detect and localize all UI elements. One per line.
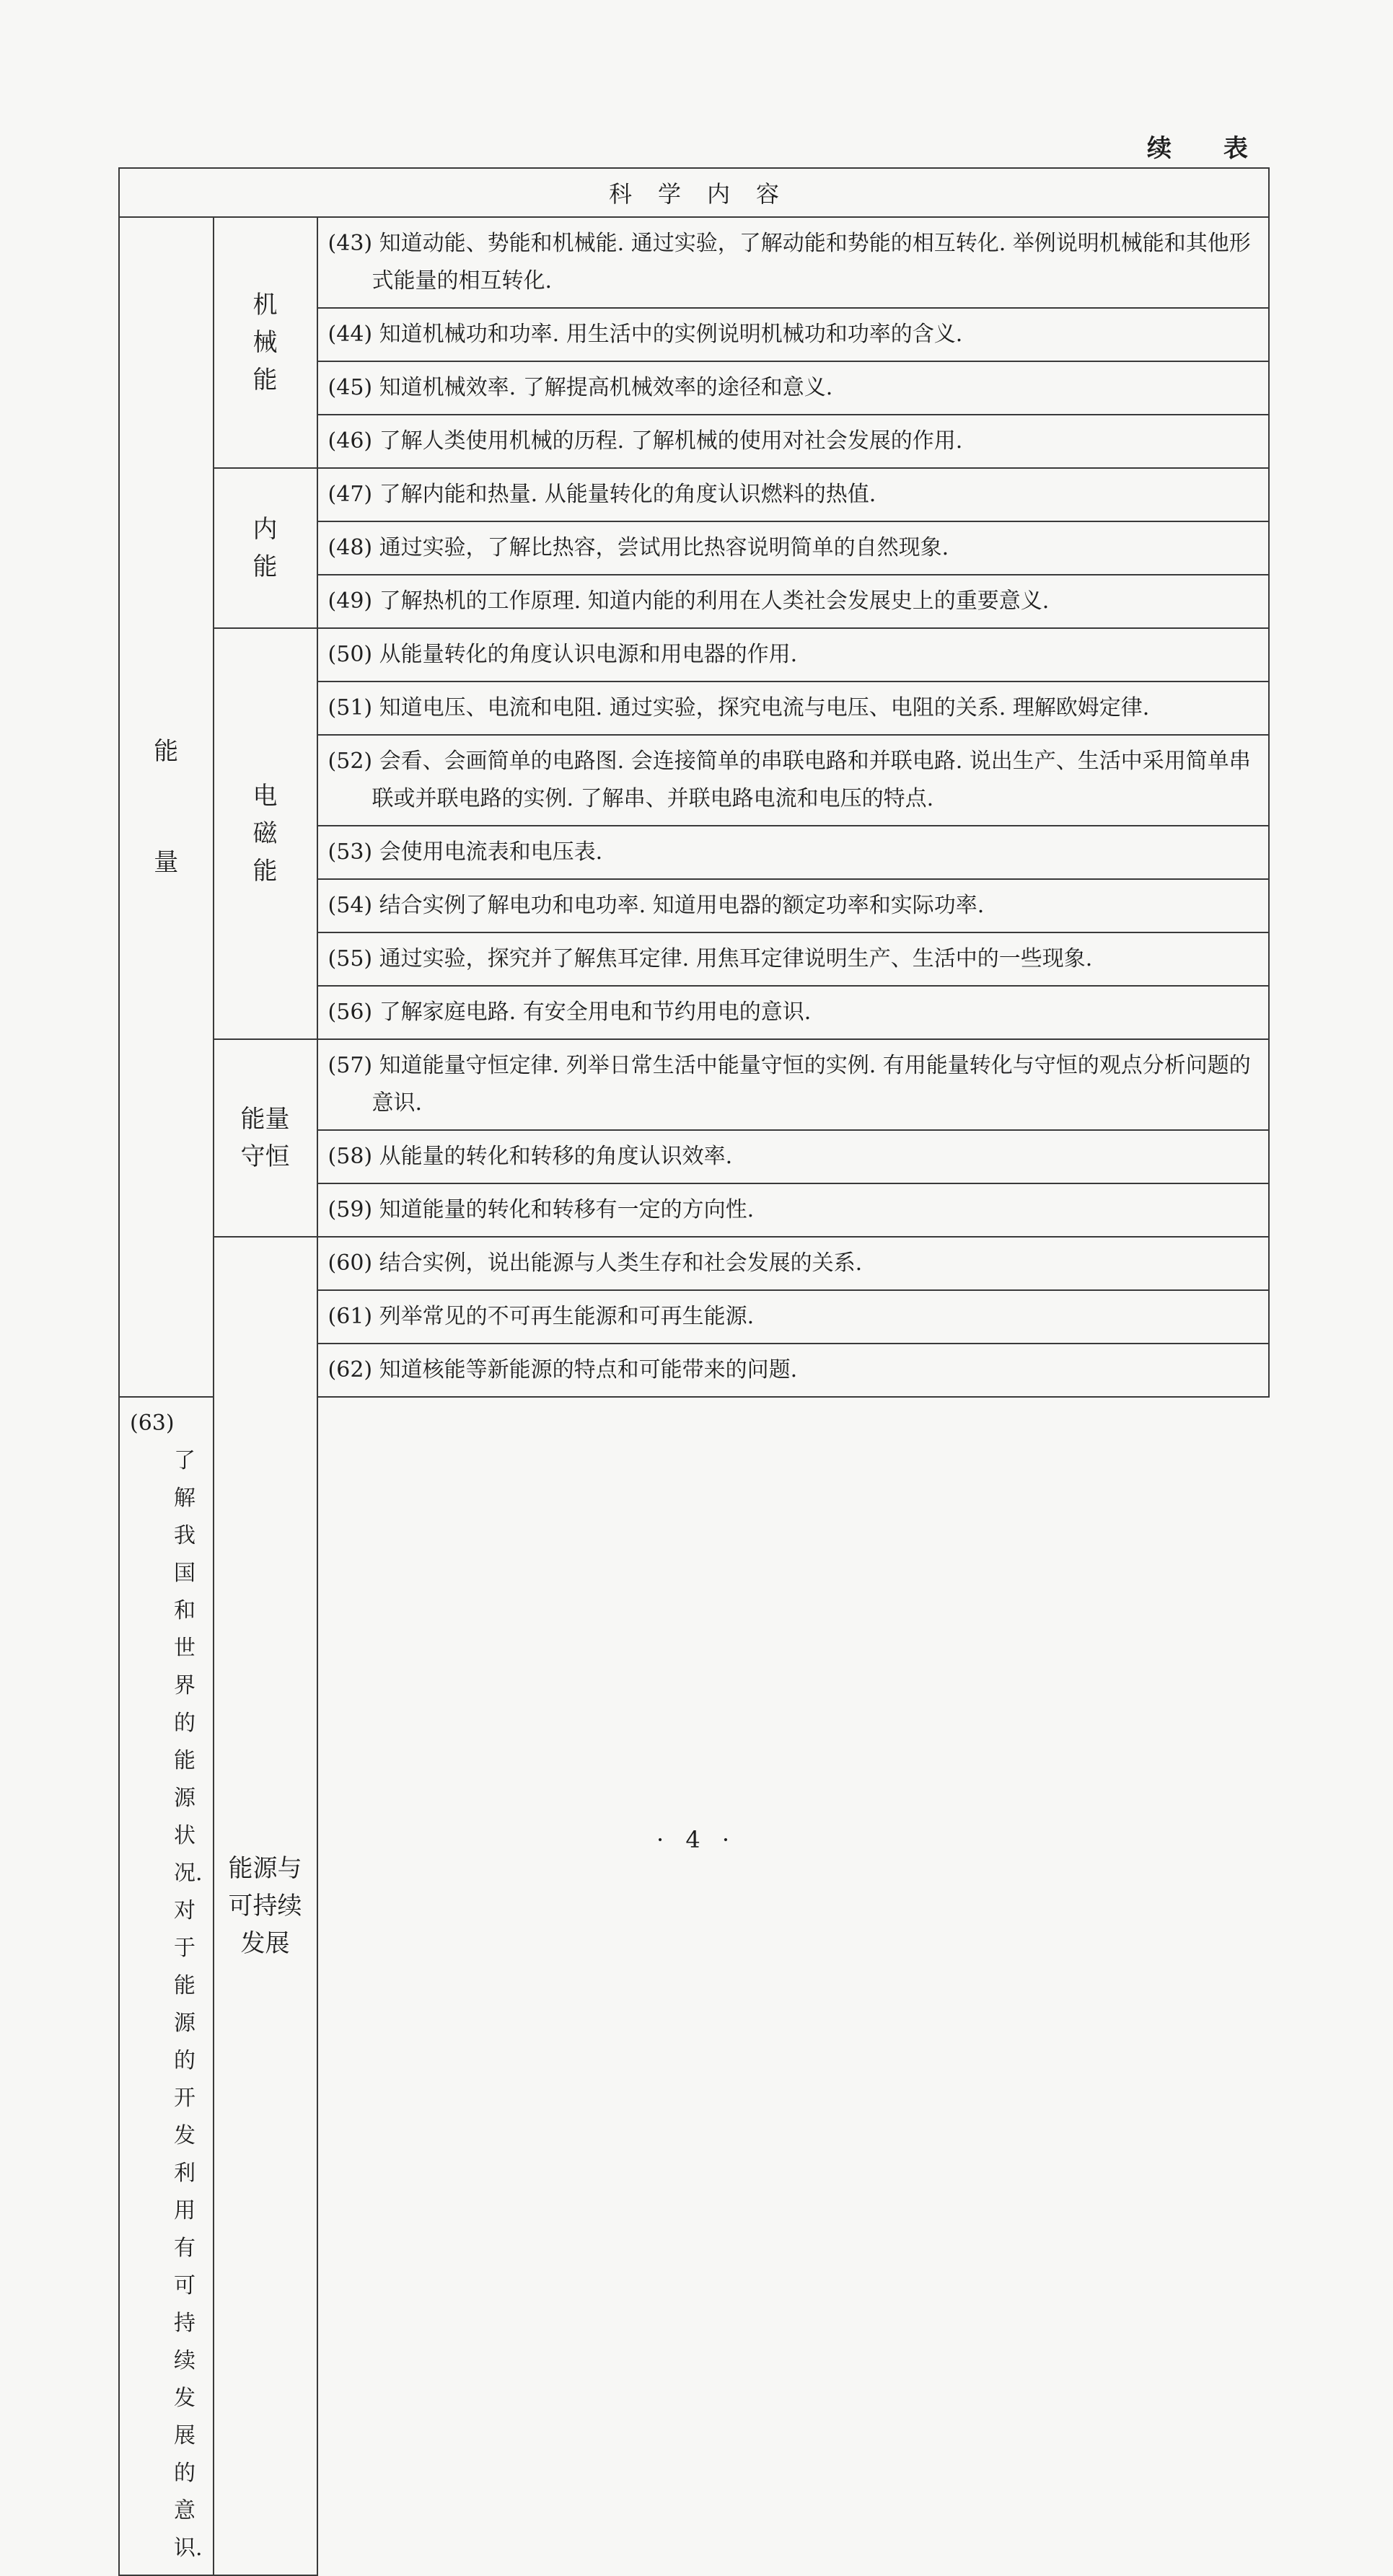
table-row: (49) 了解热机的工作原理. 知道内能的利用在人类社会发展史上的重要意义. bbox=[317, 575, 1269, 628]
table-row: (57) 知道能量守恒定律. 列举日常生活中能量守恒的实例. 有用能量转化与守恒的观点分析问题的意识. bbox=[317, 1039, 1269, 1130]
sub-category-mechanical-energy: 机 械 能 bbox=[214, 217, 317, 468]
table-row: (54) 结合实例了解电功和电功率. 知道用电器的额定功率和实际功率. bbox=[317, 879, 1269, 932]
table-row: (53) 会使用电流表和电压表. bbox=[317, 826, 1269, 879]
table-row: (52) 会看、会画简单的电路图. 会连接简单的串联电路和并联电路. 说出生产、生活中采用简单串联或并联电路的实例. 了解串、并联电路电流和电压的特点. bbox=[317, 735, 1269, 826]
table-row: (60) 结合实例，说出能源与人类生存和社会发展的关系. bbox=[317, 1237, 1269, 1290]
table-row: (50) 从能量转化的角度认识电源和用电器的作用. bbox=[317, 628, 1269, 682]
table-row: (63) 了解我国和世界的能源状况. 对于能源的开发利用有可持续发展的意识. bbox=[119, 1397, 214, 2575]
table-row: (51) 知道电压、电流和电阻. 通过实验，探究电流与电压、电阻的关系. 理解欧姆定律. bbox=[317, 682, 1269, 735]
table-row: (43) 知道动能、势能和机械能. 通过实验，了解动能和势能的相互转化. 举例说明机械能和其他形式能量的相互转化. bbox=[317, 217, 1269, 308]
table-row: (46) 了解人类使用机械的历程. 了解机械的使用对社会发展的作用. bbox=[317, 415, 1269, 468]
table-row: (55) 通过实验，探究并了解焦耳定律. 用焦耳定律说明生产、生活中的一些现象. bbox=[317, 932, 1269, 986]
table-row: (45) 知道机械效率. 了解提高机械效率的途径和意义. bbox=[317, 361, 1269, 415]
continued-table-label: 续 表 bbox=[1147, 134, 1270, 163]
table-title: 科学内容 bbox=[119, 168, 1269, 217]
main-category-energy: 能 量 bbox=[119, 217, 214, 1397]
sub-category-electromagnetic-energy: 电 磁 能 bbox=[214, 628, 317, 1039]
science-content-table bbox=[118, 167, 1270, 2576]
sub-category-energy-conservation: 能量 守恒 bbox=[214, 1039, 317, 1237]
table-row: (62) 知道核能等新能源的特点和可能带来的问题. bbox=[317, 1344, 1269, 1397]
table-row: (44) 知道机械功和功率. 用生活中的实例说明机械功和功率的含义. bbox=[317, 308, 1269, 361]
table-row: (56) 了解家庭电路. 有安全用电和节约用电的意识. bbox=[317, 986, 1269, 1039]
table-row: (47) 了解内能和热量. 从能量转化的角度认识燃料的热值. bbox=[317, 468, 1269, 521]
table-row: (48) 通过实验，了解比热容，尝试用比热容说明简单的自然现象. bbox=[317, 521, 1269, 575]
page-number: · 4 · bbox=[656, 1826, 737, 1853]
table-row: (58) 从能量的转化和转移的角度认识效率. bbox=[317, 1130, 1269, 1183]
table-row: (61) 列举常见的不可再生能源和可再生能源. bbox=[317, 1290, 1269, 1344]
table-row: (59) 知道能量的转化和转移有一定的方向性. bbox=[317, 1183, 1269, 1237]
sub-category-internal-energy: 内 能 bbox=[214, 468, 317, 628]
sub-category-energy-sustainability: 能源与 可持续 发展 bbox=[214, 1237, 317, 2575]
